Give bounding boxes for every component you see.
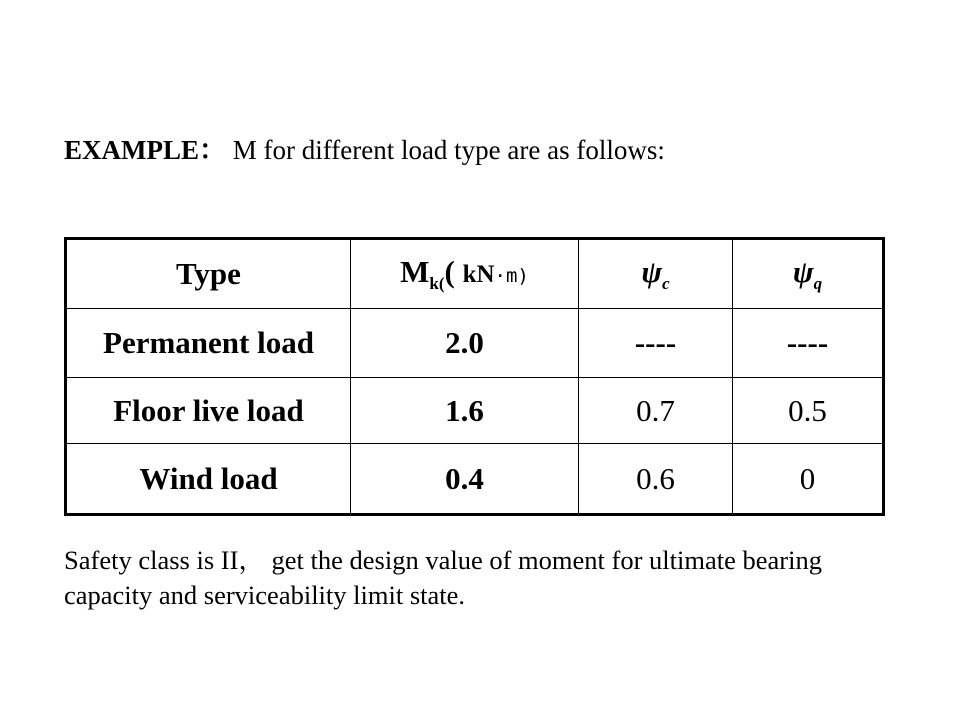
header-psi-c — [579, 239, 733, 309]
header-psi-q-symbol: ψ — [792, 253, 814, 289]
header-psi-c-sub: c — [662, 274, 670, 294]
header-mk-unit-kn: kN — [462, 260, 495, 288]
example-text: M for different load type are as follows: — [232, 135, 665, 165]
header-psi-q-sub: q — [813, 274, 823, 294]
header-psi-q — [733, 239, 884, 309]
cell-mk: 1.6 — [351, 378, 579, 444]
cell-type: Permanent load — [66, 309, 351, 378]
header-mk-sub: k( — [429, 274, 445, 294]
header-mk-symbol: M — [400, 253, 430, 289]
load-table — [64, 237, 885, 516]
example-label: EXAMPLE： — [64, 135, 226, 165]
table-row — [66, 309, 884, 378]
problem-statement: Safety class is II， get the design value of moment for ultimate bearing capacity and serviceability limit state. — [64, 545, 822, 610]
header-mk — [351, 239, 579, 309]
cell-mk: 0.4 — [351, 444, 579, 515]
cell-mk: 2.0 — [351, 309, 579, 378]
header-psi-c-symbol: ψ — [641, 253, 663, 289]
header-mk-paren: ( — [444, 253, 463, 289]
cell-psi-c: 0.7 — [579, 378, 733, 444]
table-row — [66, 444, 884, 515]
cell-type: Wind load — [66, 444, 351, 515]
cell-psi-c: 0.6 — [579, 444, 733, 515]
example-intro — [64, 128, 665, 167]
header-type: Type — [66, 239, 351, 309]
cell-psi-q: ---- — [733, 309, 884, 378]
header-mk-unit-m: ·m) — [494, 264, 529, 287]
cell-psi-q: 0 — [733, 444, 884, 515]
cell-psi-q: 0.5 — [733, 378, 884, 444]
table-header-row — [66, 239, 884, 309]
cell-type: Floor live load — [66, 378, 351, 444]
table-row — [66, 378, 884, 444]
cell-psi-c: ---- — [579, 309, 733, 378]
